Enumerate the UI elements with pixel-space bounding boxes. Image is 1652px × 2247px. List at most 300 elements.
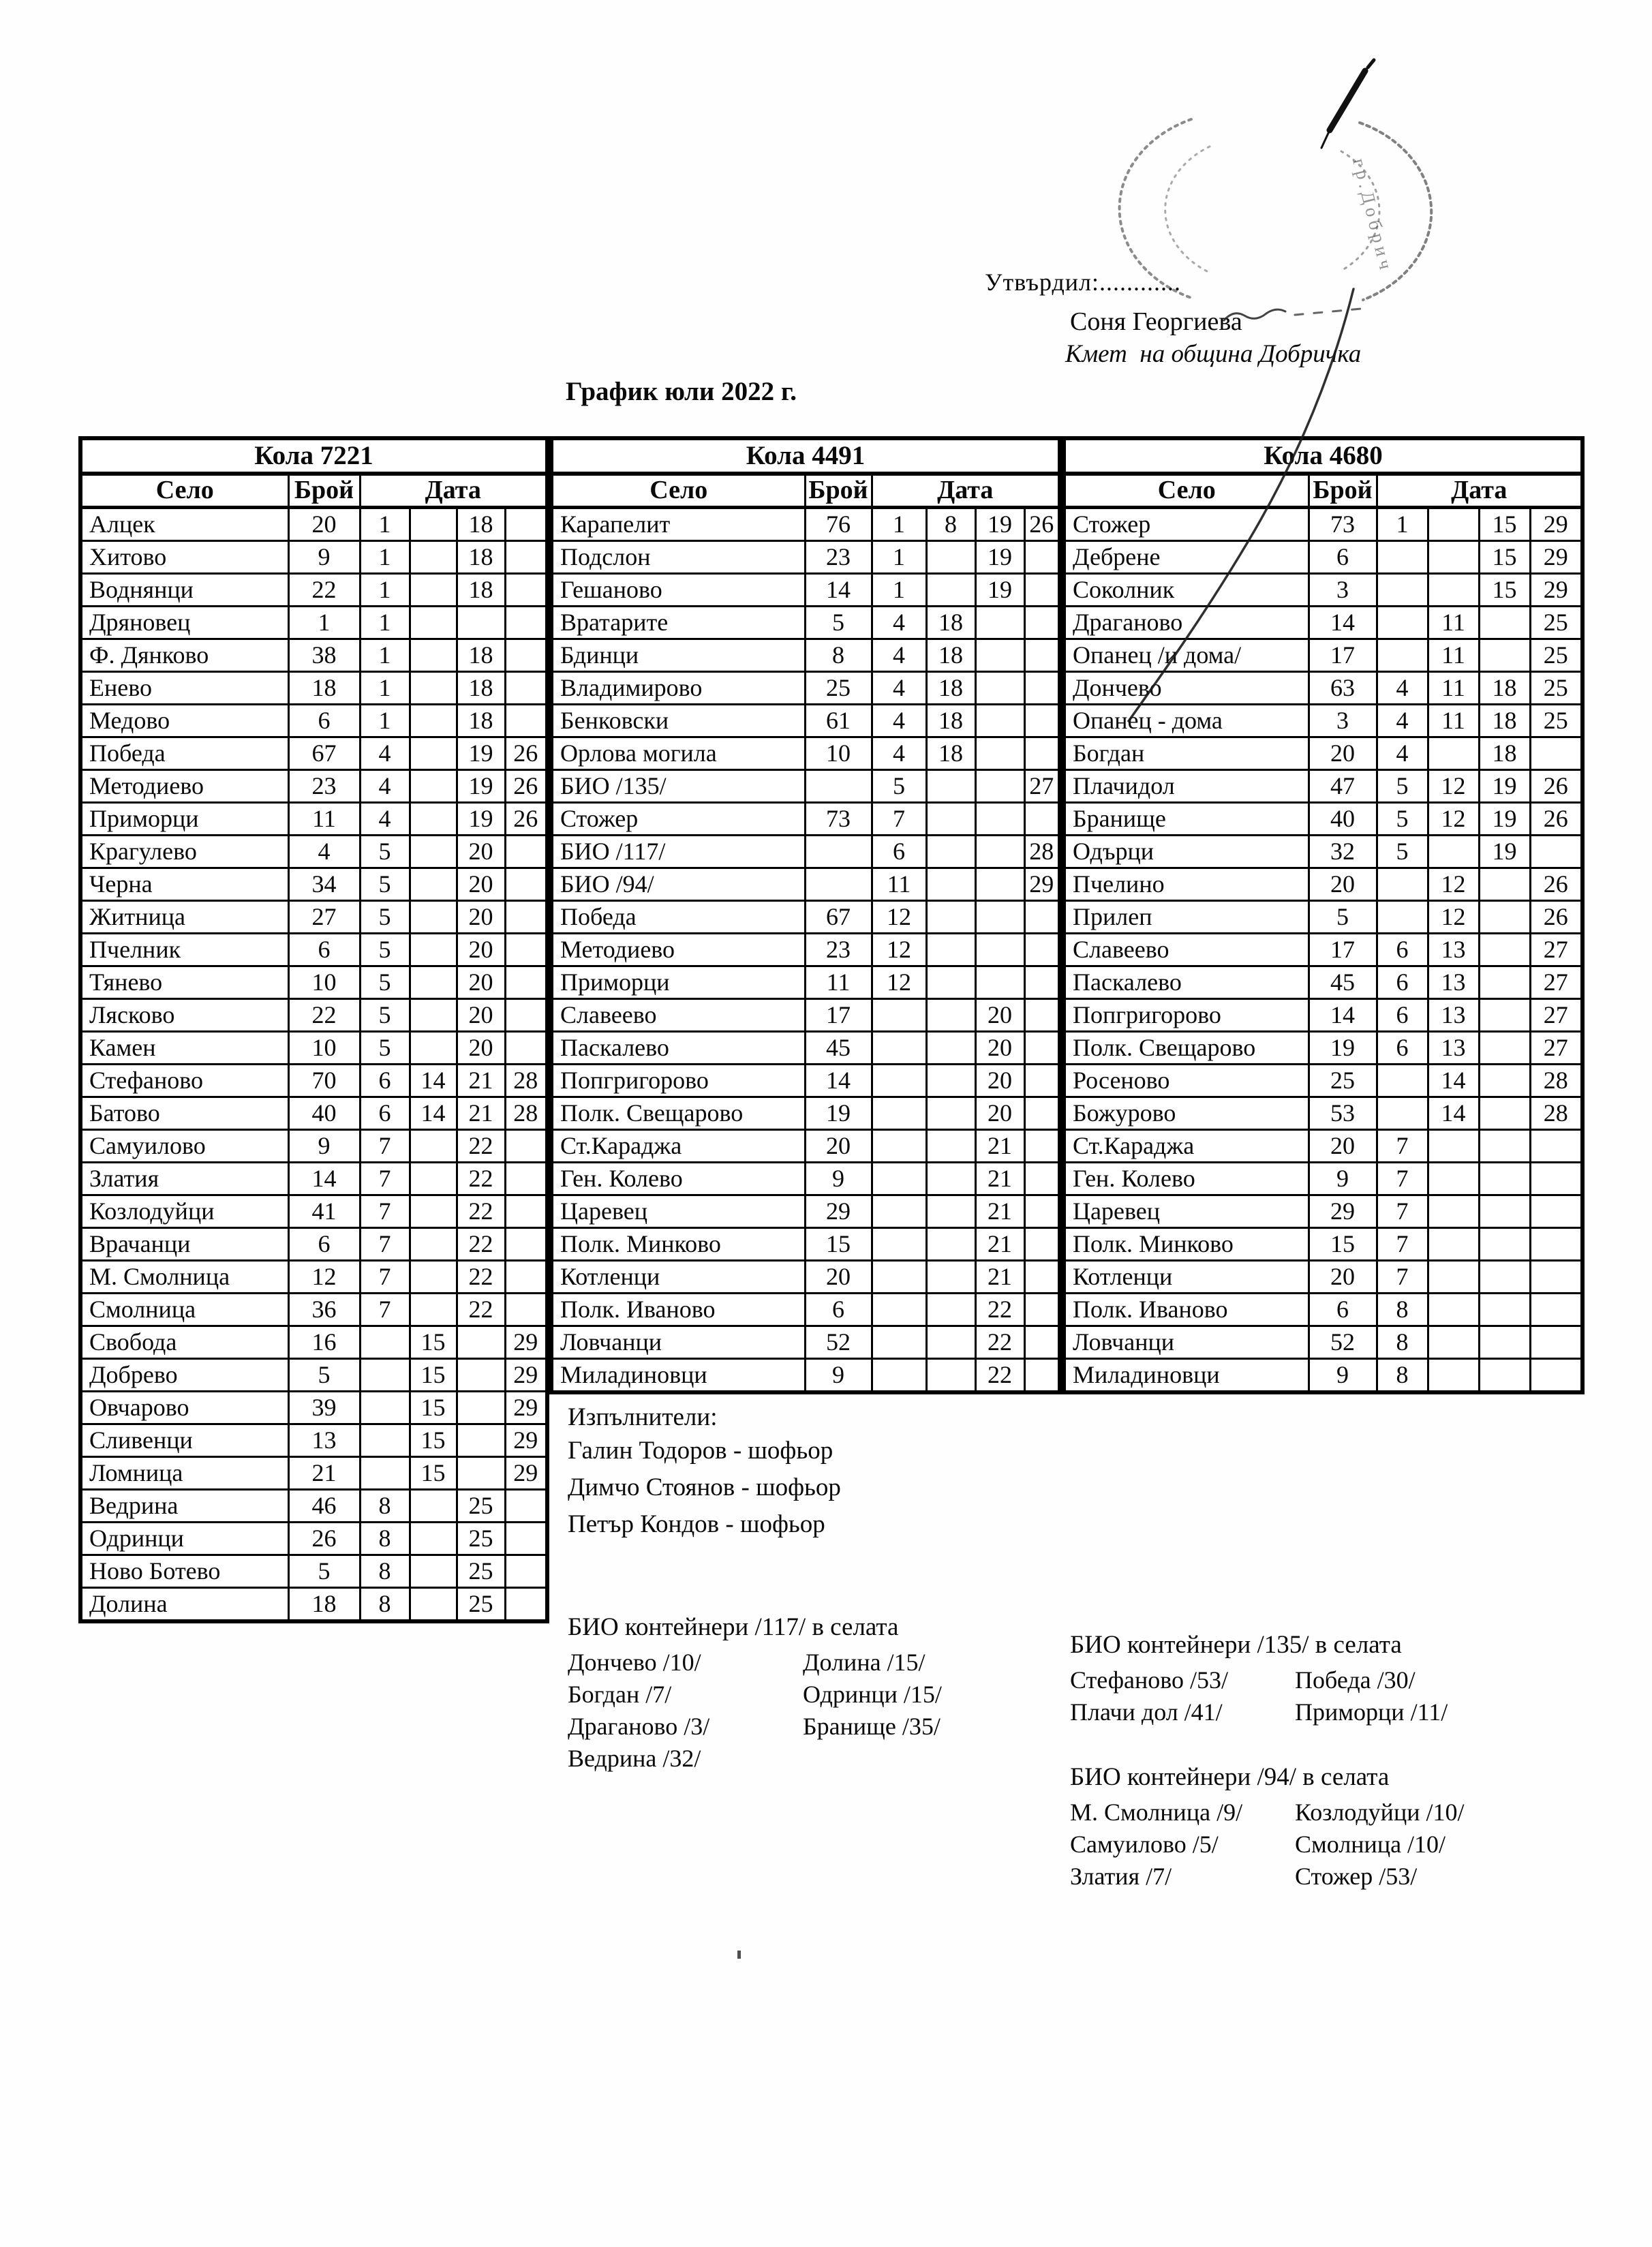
table-row [80, 1359, 547, 1392]
date-cell [505, 541, 547, 574]
date-cell [410, 868, 457, 901]
date-cell [1530, 1326, 1582, 1359]
date-cell: 19 [1479, 803, 1530, 836]
count-cell: 41 [288, 1195, 360, 1228]
date-cell [1530, 1130, 1582, 1163]
date-cell [505, 705, 547, 737]
date-cell: 20 [457, 901, 505, 934]
date-cell [1024, 1065, 1060, 1097]
date-cell: 15 [410, 1359, 457, 1392]
date-cell [926, 999, 975, 1032]
count-cell: 16 [288, 1326, 360, 1359]
table-row [1064, 1065, 1582, 1097]
count-cell: 34 [288, 868, 360, 901]
date-cell [1377, 639, 1428, 672]
stamp-arc-text: гр.Добрич [1349, 156, 1398, 275]
village-cell: Паскалево [1064, 966, 1309, 999]
table-row [80, 836, 547, 868]
table-row [551, 1261, 1060, 1294]
village-cell: Енево [80, 672, 288, 705]
date-cell [410, 1555, 457, 1588]
village-cell: Стожер [1064, 508, 1309, 541]
date-cell: 1 [360, 705, 410, 737]
date-cell [505, 1261, 547, 1294]
date-cell [1428, 1163, 1479, 1195]
car-7221-title: Кола 7221 [80, 438, 547, 474]
executors-list [568, 1432, 1045, 1542]
count-cell: 52 [1309, 1326, 1377, 1359]
table-row [551, 1228, 1060, 1261]
count-cell: 5 [805, 607, 872, 639]
date-cell [360, 1457, 410, 1490]
date-cell: 7 [1377, 1163, 1428, 1195]
village-cell: Алцек [80, 508, 288, 541]
date-cell: 29 [505, 1457, 547, 1490]
date-cell [1479, 1326, 1530, 1359]
count-cell: 6 [1309, 541, 1377, 574]
village-cell: Самуилово [80, 1130, 288, 1163]
date-cell: 6 [872, 836, 926, 868]
date-cell: 7 [360, 1228, 410, 1261]
date-cell: 13 [1428, 999, 1479, 1032]
date-cell [1530, 737, 1582, 770]
date-cell: 7 [360, 1130, 410, 1163]
date-cell: 4 [1377, 737, 1428, 770]
table-row [551, 1065, 1060, 1097]
table-row [80, 1457, 547, 1490]
date-cell: 4 [872, 705, 926, 737]
date-cell: 27 [1530, 966, 1582, 999]
date-cell [1428, 1261, 1479, 1294]
count-cell: 14 [1309, 607, 1377, 639]
date-cell [926, 1130, 975, 1163]
count-cell: 73 [1309, 508, 1377, 541]
table-row [1064, 836, 1582, 868]
bio-village: Козлодуйци /10/ [1295, 1798, 1465, 1826]
count-cell: 45 [805, 1032, 872, 1065]
village-cell: Полк. Иваново [551, 1294, 805, 1326]
village-cell: Ст.Караджа [1064, 1130, 1309, 1163]
date-cell: 26 [1530, 901, 1582, 934]
date-cell [505, 574, 547, 607]
date-cell [505, 1490, 547, 1523]
table-row [568, 1742, 1048, 1774]
count-cell: 17 [805, 999, 872, 1032]
count-cell: 5 [1309, 901, 1377, 934]
table-row [1064, 705, 1582, 737]
approver-name: Соня Георгиева [1070, 307, 1242, 336]
bio-village: Златия /7/ [1070, 1862, 1172, 1890]
date-cell [1428, 1359, 1479, 1393]
count-cell: 14 [1309, 999, 1377, 1032]
date-cell [1428, 1294, 1479, 1326]
count-cell: 9 [288, 541, 360, 574]
village-cell: Приморци [80, 803, 288, 836]
table-row [80, 966, 547, 999]
village-cell: Бдинци [551, 639, 805, 672]
count-cell: 5 [288, 1359, 360, 1392]
date-cell [410, 737, 457, 770]
table-row [1064, 1326, 1582, 1359]
count-cell: 15 [1309, 1228, 1377, 1261]
table-row [80, 868, 547, 901]
date-cell [360, 1424, 410, 1457]
date-cell [1530, 1359, 1582, 1393]
count-cell: 9 [1309, 1359, 1377, 1393]
date-cell [1377, 1097, 1428, 1130]
date-cell [926, 1228, 975, 1261]
village-cell: Миладиновци [551, 1359, 805, 1393]
date-cell: 20 [975, 1097, 1024, 1130]
date-cell: 22 [975, 1359, 1024, 1393]
table-row [551, 1294, 1060, 1326]
date-cell [1479, 639, 1530, 672]
date-cell: 4 [1377, 705, 1428, 737]
date-cell [1024, 1294, 1060, 1326]
table-row [80, 1490, 547, 1523]
date-cell [410, 999, 457, 1032]
table-row [1064, 737, 1582, 770]
bio-village: М. Смолница /9/ [1070, 1798, 1243, 1826]
count-cell: 19 [1309, 1032, 1377, 1065]
village-cell: Карапелит [551, 508, 805, 541]
table-row [80, 1555, 547, 1588]
bio-village: Смолница /10/ [1295, 1830, 1446, 1858]
date-cell [926, 1326, 975, 1359]
date-cell: 8 [360, 1555, 410, 1588]
count-cell: 25 [805, 672, 872, 705]
date-cell: 15 [410, 1326, 457, 1359]
date-cell [1024, 1097, 1060, 1130]
table-row [80, 1261, 547, 1294]
date-cell [410, 770, 457, 803]
date-cell: 8 [1377, 1326, 1428, 1359]
date-cell: 5 [360, 836, 410, 868]
date-cell [1024, 737, 1060, 770]
date-cell: 26 [1530, 868, 1582, 901]
date-cell [410, 508, 457, 541]
date-cell: 29 [1530, 574, 1582, 607]
count-cell: 22 [288, 999, 360, 1032]
date-cell [1024, 934, 1060, 966]
date-cell: 4 [872, 737, 926, 770]
village-cell: Житница [80, 901, 288, 934]
count-cell: 23 [805, 541, 872, 574]
date-cell [505, 607, 547, 639]
date-cell [360, 1359, 410, 1392]
date-cell [410, 836, 457, 868]
column-header-count: Брой [1309, 474, 1377, 508]
table-row [80, 770, 547, 803]
date-cell: 1 [360, 639, 410, 672]
count-cell: 26 [288, 1523, 360, 1555]
village-cell: Приморци [551, 966, 805, 999]
count-cell: 6 [288, 934, 360, 966]
date-cell [1530, 1163, 1582, 1195]
table-row [1064, 770, 1582, 803]
count-cell: 67 [288, 737, 360, 770]
village-cell: Стефаново [80, 1065, 288, 1097]
count-cell: 14 [805, 1065, 872, 1097]
village-cell: Гешаново [551, 574, 805, 607]
village-cell: Козлодуйци [80, 1195, 288, 1228]
date-cell: 18 [1479, 737, 1530, 770]
table-row [568, 1432, 1045, 1469]
date-cell [505, 1130, 547, 1163]
executors-block [568, 1403, 1045, 1542]
date-cell [1024, 607, 1060, 639]
date-cell: 18 [457, 574, 505, 607]
village-cell: Ген. Колево [551, 1163, 805, 1195]
village-cell: Божурово [1064, 1097, 1309, 1130]
signature-squiggle-icon [1224, 308, 1368, 320]
count-cell: 9 [288, 1130, 360, 1163]
date-cell [975, 705, 1024, 737]
date-cell [926, 803, 975, 836]
table-row [1064, 672, 1582, 705]
date-cell: 15 [410, 1457, 457, 1490]
table-row [80, 639, 547, 672]
date-cell: 4 [872, 672, 926, 705]
date-cell: 15 [1479, 508, 1530, 541]
village-cell: Ново Ботево [80, 1555, 288, 1588]
count-cell: 25 [1309, 1065, 1377, 1097]
village-cell: М. Смолница [80, 1261, 288, 1294]
count-cell: 10 [288, 1032, 360, 1065]
date-cell: 7 [1377, 1261, 1428, 1294]
date-cell [505, 836, 547, 868]
count-cell: 11 [288, 803, 360, 836]
date-cell: 5 [1377, 836, 1428, 868]
table-row [1064, 1195, 1582, 1228]
count-cell: 39 [288, 1392, 360, 1424]
date-cell: 27 [1024, 770, 1060, 803]
date-cell: 20 [457, 999, 505, 1032]
date-cell: 5 [360, 868, 410, 901]
date-cell: 7 [872, 803, 926, 836]
count-cell: 6 [1309, 1294, 1377, 1326]
date-cell: 19 [457, 770, 505, 803]
village-cell: Попгригорово [551, 1065, 805, 1097]
date-cell: 18 [457, 672, 505, 705]
village-cell: Долина [80, 1588, 288, 1622]
date-cell [1479, 1359, 1530, 1393]
count-cell: 20 [805, 1130, 872, 1163]
count-cell: 6 [288, 1228, 360, 1261]
date-cell [505, 1228, 547, 1261]
bio-village: Плачи дол /41/ [1070, 1698, 1223, 1726]
date-cell: 18 [457, 508, 505, 541]
date-cell: 21 [457, 1097, 505, 1130]
date-cell [1428, 836, 1479, 868]
table-row [551, 639, 1060, 672]
date-cell [1024, 999, 1060, 1032]
date-cell [410, 1523, 457, 1555]
village-cell: Черна [80, 868, 288, 901]
table-row [1064, 1261, 1582, 1294]
table-row [80, 1032, 547, 1065]
date-cell: 6 [1377, 934, 1428, 966]
count-cell: 45 [1309, 966, 1377, 999]
table-row [1064, 541, 1582, 574]
date-cell: 14 [1428, 1097, 1479, 1130]
date-cell [410, 966, 457, 999]
date-cell: 25 [1530, 607, 1582, 639]
table-row [80, 1523, 547, 1555]
date-cell [1024, 541, 1060, 574]
date-cell: 6 [1377, 966, 1428, 999]
date-cell [505, 934, 547, 966]
count-cell: 3 [1309, 574, 1377, 607]
village-cell: Тянево [80, 966, 288, 999]
date-cell: 1 [872, 508, 926, 541]
date-cell [872, 1195, 926, 1228]
date-cell [410, 607, 457, 639]
table-row [1064, 1163, 1582, 1195]
date-cell: 8 [1377, 1294, 1428, 1326]
date-cell: 5 [360, 901, 410, 934]
table-row [551, 705, 1060, 737]
bio-135-list [1070, 1664, 1520, 1728]
count-cell: 4 [288, 836, 360, 868]
count-cell: 53 [1309, 1097, 1377, 1130]
date-cell: 20 [457, 836, 505, 868]
date-cell: 27 [1530, 934, 1582, 966]
bio-94-list [1070, 1796, 1520, 1892]
village-cell: Ведрина [80, 1490, 288, 1523]
count-cell: 40 [1309, 803, 1377, 836]
table-row [1064, 868, 1582, 901]
date-cell [410, 639, 457, 672]
date-cell: 25 [457, 1523, 505, 1555]
table-row [551, 803, 1060, 836]
date-cell: 15 [410, 1392, 457, 1424]
date-cell [975, 966, 1024, 999]
date-cell [1530, 836, 1582, 868]
date-cell: 29 [1530, 508, 1582, 541]
date-cell: 18 [457, 541, 505, 574]
bio-village: Драганово /3/ [568, 1712, 710, 1740]
date-cell: 18 [457, 639, 505, 672]
date-cell: 28 [1530, 1065, 1582, 1097]
date-cell: 19 [457, 803, 505, 836]
date-cell [360, 1326, 410, 1359]
date-cell [505, 1032, 547, 1065]
date-cell: 7 [360, 1163, 410, 1195]
count-cell: 14 [288, 1163, 360, 1195]
date-cell [410, 1130, 457, 1163]
document-title: График юли 2022 г. [566, 377, 797, 406]
count-cell [805, 868, 872, 901]
date-cell [1024, 803, 1060, 836]
village-cell: Попгригорово [1064, 999, 1309, 1032]
date-cell: 18 [926, 639, 975, 672]
date-cell: 22 [457, 1228, 505, 1261]
date-cell [975, 737, 1024, 770]
table-row [568, 1710, 1048, 1742]
count-cell: 6 [805, 1294, 872, 1326]
table-row [551, 508, 1060, 541]
date-cell: 25 [1530, 639, 1582, 672]
table-row [551, 934, 1060, 966]
date-cell: 6 [360, 1065, 410, 1097]
village-cell: Врачанци [80, 1228, 288, 1261]
date-cell [872, 1032, 926, 1065]
date-cell: 21 [975, 1130, 1024, 1163]
table-row [1070, 1828, 1520, 1860]
date-cell [975, 607, 1024, 639]
date-cell [1377, 901, 1428, 934]
date-cell: 5 [360, 934, 410, 966]
date-cell: 12 [1428, 868, 1479, 901]
table-row [80, 1326, 547, 1359]
bio-village [803, 1742, 1048, 1774]
table-row [551, 966, 1060, 999]
date-cell: 29 [1024, 868, 1060, 901]
date-cell [1428, 541, 1479, 574]
date-cell [505, 639, 547, 672]
count-cell: 9 [805, 1359, 872, 1393]
date-cell: 5 [1377, 770, 1428, 803]
table-row [80, 1294, 547, 1326]
date-cell: 6 [1377, 1032, 1428, 1065]
date-cell: 25 [457, 1588, 505, 1622]
date-cell [1479, 1032, 1530, 1065]
table-row [568, 1505, 1045, 1542]
count-cell: 23 [288, 770, 360, 803]
village-cell: Царевец [551, 1195, 805, 1228]
date-cell [926, 966, 975, 999]
car-4680-table [1062, 436, 1585, 1394]
date-cell [975, 934, 1024, 966]
date-cell [505, 508, 547, 541]
table-row [1070, 1860, 1520, 1892]
count-cell: 13 [288, 1424, 360, 1457]
date-cell [975, 770, 1024, 803]
date-cell [1024, 705, 1060, 737]
date-cell [410, 1490, 457, 1523]
table-row [1064, 1130, 1582, 1163]
date-cell: 18 [926, 705, 975, 737]
village-cell: Пчелино [1064, 868, 1309, 901]
date-cell: 27 [1530, 1032, 1582, 1065]
date-cell: 18 [1479, 672, 1530, 705]
date-cell [926, 1065, 975, 1097]
table-row [551, 672, 1060, 705]
bio-135-block [1070, 1630, 1520, 1728]
date-cell: 22 [975, 1294, 1024, 1326]
date-cell: 12 [1428, 803, 1479, 836]
date-cell [1479, 1294, 1530, 1326]
date-cell [410, 934, 457, 966]
date-cell: 13 [1428, 1032, 1479, 1065]
date-cell [410, 1261, 457, 1294]
date-cell [1479, 1130, 1530, 1163]
village-cell: Стожер [551, 803, 805, 836]
table-row [80, 1097, 547, 1130]
date-cell [926, 1195, 975, 1228]
bio-117-block [568, 1612, 1048, 1774]
table-row [551, 574, 1060, 607]
table-row [80, 1163, 547, 1195]
bio-94-block [1070, 1762, 1520, 1892]
date-cell [1024, 1228, 1060, 1261]
count-cell: 20 [1309, 1261, 1377, 1294]
column-header-date: Дата [1377, 474, 1582, 508]
date-cell [1479, 868, 1530, 901]
village-cell: Богдан [1064, 737, 1309, 770]
date-cell: 4 [360, 770, 410, 803]
